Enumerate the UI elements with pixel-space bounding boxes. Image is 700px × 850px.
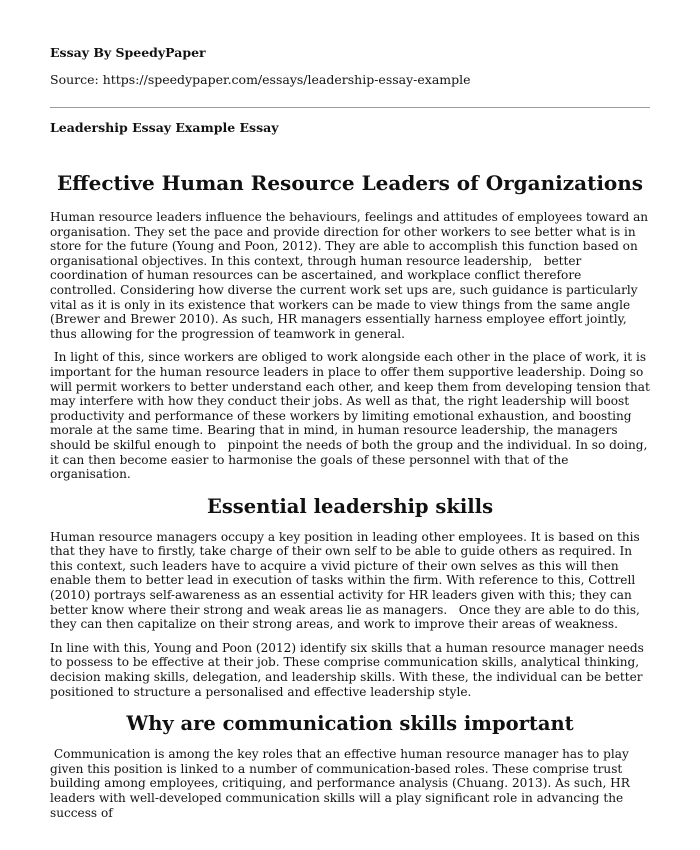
communication-paragraph-1: Communication is among the key roles that an effective human resource manager has to play given this position is linked to a number of communication-based roles. These comprise trust building among employees, critiquing, and performance analysis (Chuang. 2013). As such, HR leaders with well-developed communication skills will a play significant role in advancing the success of	[50, 747, 634, 820]
skills-paragraph-2: In line with this, Young and Poon (2012) identify six skills that a human resource manager needs to possess to be effective at their job. These comprise communication skills, analytical thinking, decision making skills, delegation, and leadership skills. With these, the individual can be better positioned to structure a personalised and effective leadership style.	[50, 640, 648, 699]
skills-paragraph-1: Human resource managers occupy a key position in leading other employees. It is based on this that they have to firstly, take charge of their own self to be able to guide others as required. In this context, such leaders have to acquire a vivid picture of their own selves as this will then enable them to better lead in execution of tasks within the firm. With reference to this, Cottrell (2010) portrays self-awareness as an essential activity for HR leaders given with this; they can better know where their strong and weak areas lie as managers. Once they are able to do this, they can then capitalize on their strong areas, and work to improve their areas of weakness.	[50, 529, 644, 632]
intro-paragraph-1: Human resource leaders influence the behaviours, feelings and attitudes of employees toward an organisation. They set the pace and provide direction for other workers to see better what is in store for the future (Young and Poon, 2012). They are able to accomplish this function based on organisational objectives. In this context, through human resource leadership, better coordination of human resources can be ascertained, and workplace conflict therefore controlled. Considering how diverse the current work set ups are, such guidance is particularly vital as it is only in its existence that workers can be made to view things from the same angle (Brewer and Brewer 2010). As such, HR managers essentially harness employee effort jointly, thus allowing for the progression of teamwork in general.	[50, 210, 652, 341]
intro-paragraph-2: In light of this, since workers are obliged to work alongside each other in the place of work, it is important for the human resource leaders in place to offer them supportive leadership. Doing so will permit workers to better understand each other, and keep them from developing tension that may interfere with how they conduct their jobs. As well as that, the right leadership will boost productivity and performance of these workers by limiting emotional exhaustion, and boosting morale at the same time. Bearing that in mind, in human resource leadership, the managers should be skilful enough to pinpoint the needs of both the group and the individual. In so doing, it can then become easier to harmonise the goals of these personnel with that of the organisation.	[50, 350, 654, 482]
header-divider	[50, 107, 650, 108]
site-title: Essay By SpeedyPaper	[50, 45, 206, 60]
essay-body	[50, 170, 654, 829]
essay-label: Leadership Essay Example Essay	[50, 120, 279, 135]
source-line: Source: https://speedypaper.com/essays/leadership-essay-example	[50, 72, 471, 87]
section-heading-skills: Essential leadership skills	[206, 494, 494, 518]
essay-title: Effective Human Resource Leaders of Organizations	[56, 171, 644, 195]
section-heading-communication: Why are communication skills important	[126, 712, 574, 736]
